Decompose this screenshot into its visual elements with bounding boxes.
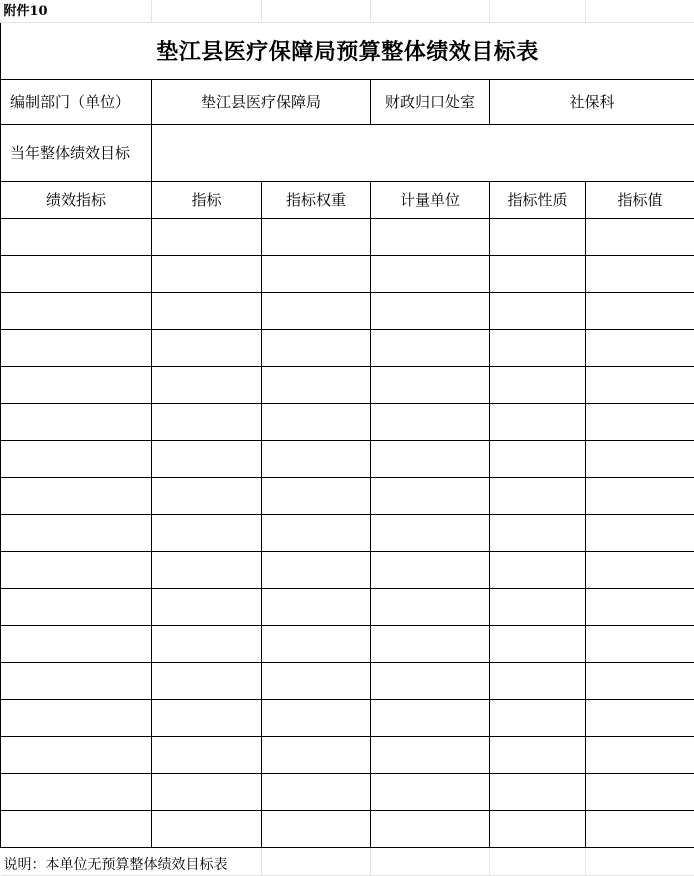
table-cell[interactable]: [371, 773, 490, 810]
table-cell[interactable]: [262, 514, 371, 551]
table-cell[interactable]: [152, 477, 262, 514]
table-cell[interactable]: [1, 699, 152, 736]
table-cell[interactable]: [1, 773, 152, 810]
table-cell[interactable]: [262, 551, 371, 588]
finance-dept-label[interactable]: 财政归口处室: [371, 79, 490, 124]
table-cell[interactable]: [490, 329, 586, 366]
table-row: [1, 773, 694, 810]
dept-value[interactable]: 垫江县医疗保障局: [152, 79, 371, 124]
table-cell[interactable]: [490, 292, 586, 329]
table-cell[interactable]: [371, 403, 490, 440]
table-cell[interactable]: [586, 773, 694, 810]
empty-cell[interactable]: [152, 0, 262, 22]
title-row: [1, 22, 694, 79]
table-cell[interactable]: [586, 440, 694, 477]
table-cell[interactable]: [586, 625, 694, 662]
table-row: [1, 514, 694, 551]
table-cell[interactable]: [262, 440, 371, 477]
column-header[interactable]: 指标性质: [490, 181, 586, 218]
table-cell[interactable]: [586, 477, 694, 514]
table-cell[interactable]: [586, 810, 694, 847]
table-cell[interactable]: [490, 551, 586, 588]
table-cell[interactable]: [371, 514, 490, 551]
table-row: [1, 218, 694, 255]
table-cell[interactable]: [152, 329, 262, 366]
annex-row: [1, 0, 694, 22]
table-cell[interactable]: [586, 551, 694, 588]
table-cell[interactable]: [586, 588, 694, 625]
empty-cell[interactable]: [490, 847, 586, 875]
table-cell[interactable]: [371, 588, 490, 625]
annex-label[interactable]: 附件10: [1, 0, 152, 22]
column-header[interactable]: 指标权重: [262, 181, 371, 218]
table-cell[interactable]: [371, 329, 490, 366]
dept-info-row: [1, 79, 694, 124]
table-cell[interactable]: [152, 588, 262, 625]
table-cell[interactable]: [262, 736, 371, 773]
table-cell[interactable]: [262, 662, 371, 699]
table-cell[interactable]: [152, 292, 262, 329]
empty-cell[interactable]: [586, 0, 694, 22]
table-cell[interactable]: [371, 551, 490, 588]
table-row: [1, 625, 694, 662]
empty-cell[interactable]: [371, 847, 490, 875]
table-cell[interactable]: [152, 625, 262, 662]
table-cell[interactable]: [1, 551, 152, 588]
table-row: [1, 588, 694, 625]
table-cell[interactable]: [262, 292, 371, 329]
table-cell[interactable]: [490, 588, 586, 625]
empty-cell[interactable]: [262, 0, 371, 22]
table-cell[interactable]: [262, 477, 371, 514]
table-cell[interactable]: [262, 329, 371, 366]
table-cell[interactable]: [262, 773, 371, 810]
table-cell[interactable]: [586, 366, 694, 403]
table-cell[interactable]: [152, 662, 262, 699]
table-cell[interactable]: [371, 218, 490, 255]
empty-cell[interactable]: [586, 847, 694, 875]
table-cell[interactable]: [1, 366, 152, 403]
table-cell[interactable]: [490, 662, 586, 699]
table-cell[interactable]: [1, 736, 152, 773]
empty-cell[interactable]: [371, 0, 490, 22]
note-row: [1, 847, 694, 875]
table-cell[interactable]: [490, 810, 586, 847]
table-cell[interactable]: [1, 255, 152, 292]
table-cell[interactable]: [371, 736, 490, 773]
table-cell[interactable]: [262, 403, 371, 440]
table-cell[interactable]: [152, 440, 262, 477]
table-row: [1, 403, 694, 440]
table-title[interactable]: 垫江县医疗保障局预算整体绩效目标表: [1, 22, 694, 79]
table-cell[interactable]: [490, 736, 586, 773]
table-cell[interactable]: [490, 699, 586, 736]
table-cell[interactable]: [1, 625, 152, 662]
table-cell[interactable]: [586, 292, 694, 329]
table-cell[interactable]: [490, 403, 586, 440]
table-cell[interactable]: [490, 514, 586, 551]
table-cell[interactable]: [152, 699, 262, 736]
table-cell[interactable]: [371, 699, 490, 736]
table-cell[interactable]: [152, 773, 262, 810]
table-cell[interactable]: [490, 773, 586, 810]
table-cell[interactable]: [262, 366, 371, 403]
table-row: [1, 699, 694, 736]
table-cell[interactable]: [152, 218, 262, 255]
table-row: [1, 662, 694, 699]
table-cell[interactable]: [152, 736, 262, 773]
table-row: [1, 255, 694, 292]
table-cell[interactable]: [586, 699, 694, 736]
column-header[interactable]: 绩效指标: [1, 181, 152, 218]
table-cell[interactable]: [152, 366, 262, 403]
table-cell[interactable]: [152, 255, 262, 292]
column-header-row: [1, 181, 694, 218]
table-cell[interactable]: [152, 810, 262, 847]
table-cell[interactable]: [371, 440, 490, 477]
annual-goal-label[interactable]: 当年整体绩效目标: [1, 124, 152, 181]
table-cell[interactable]: [586, 218, 694, 255]
table-cell[interactable]: [371, 366, 490, 403]
empty-cell[interactable]: [262, 847, 371, 875]
table-cell[interactable]: [1, 292, 152, 329]
table-cell[interactable]: [262, 255, 371, 292]
table-cell[interactable]: [1, 810, 152, 847]
table-cell[interactable]: [1, 403, 152, 440]
table-cell[interactable]: [262, 625, 371, 662]
table-cell[interactable]: [371, 662, 490, 699]
table-cell[interactable]: [586, 662, 694, 699]
table-cell[interactable]: [1, 329, 152, 366]
table-row: [1, 551, 694, 588]
table-cell[interactable]: [262, 218, 371, 255]
table-cell[interactable]: [490, 477, 586, 514]
column-header[interactable]: 指标: [152, 181, 262, 218]
table-cell[interactable]: [490, 218, 586, 255]
table-cell[interactable]: [1, 440, 152, 477]
table-cell[interactable]: [490, 625, 586, 662]
dept-label[interactable]: 编制部门（单位）: [1, 79, 152, 124]
table-cell[interactable]: [586, 514, 694, 551]
table-cell[interactable]: [586, 403, 694, 440]
table-row: [1, 736, 694, 773]
table-cell[interactable]: [1, 477, 152, 514]
goal-row: [1, 124, 694, 181]
table-cell[interactable]: [262, 588, 371, 625]
table-row: [1, 292, 694, 329]
annual-goal-value[interactable]: [152, 124, 694, 181]
table-cell[interactable]: [490, 440, 586, 477]
table-cell[interactable]: [586, 736, 694, 773]
table-cell[interactable]: [1, 514, 152, 551]
table-cell[interactable]: [371, 477, 490, 514]
finance-dept-value[interactable]: 社保科: [490, 79, 694, 124]
table-cell[interactable]: [262, 699, 371, 736]
table-cell[interactable]: [1, 218, 152, 255]
table-cell[interactable]: [152, 403, 262, 440]
table-note[interactable]: 说明：本单位无预算整体绩效目标表: [1, 847, 262, 875]
table-cell[interactable]: [371, 625, 490, 662]
table-cell[interactable]: [371, 810, 490, 847]
table-row: [1, 810, 694, 847]
table-row: [1, 477, 694, 514]
table-cell[interactable]: [371, 292, 490, 329]
table-row: [1, 440, 694, 477]
column-header[interactable]: 指标值: [586, 181, 694, 218]
column-header[interactable]: 计量单位: [371, 181, 490, 218]
table-cell[interactable]: [152, 514, 262, 551]
table-cell[interactable]: [490, 366, 586, 403]
table-cell[interactable]: [490, 255, 586, 292]
table-cell[interactable]: [1, 588, 152, 625]
table-cell[interactable]: [152, 551, 262, 588]
table-cell[interactable]: [586, 255, 694, 292]
empty-cell[interactable]: [490, 0, 586, 22]
table-row: [1, 366, 694, 403]
table-row: [1, 329, 694, 366]
table-cell[interactable]: [262, 810, 371, 847]
table-cell[interactable]: [1, 662, 152, 699]
table-cell[interactable]: [371, 255, 490, 292]
table-cell[interactable]: [586, 329, 694, 366]
